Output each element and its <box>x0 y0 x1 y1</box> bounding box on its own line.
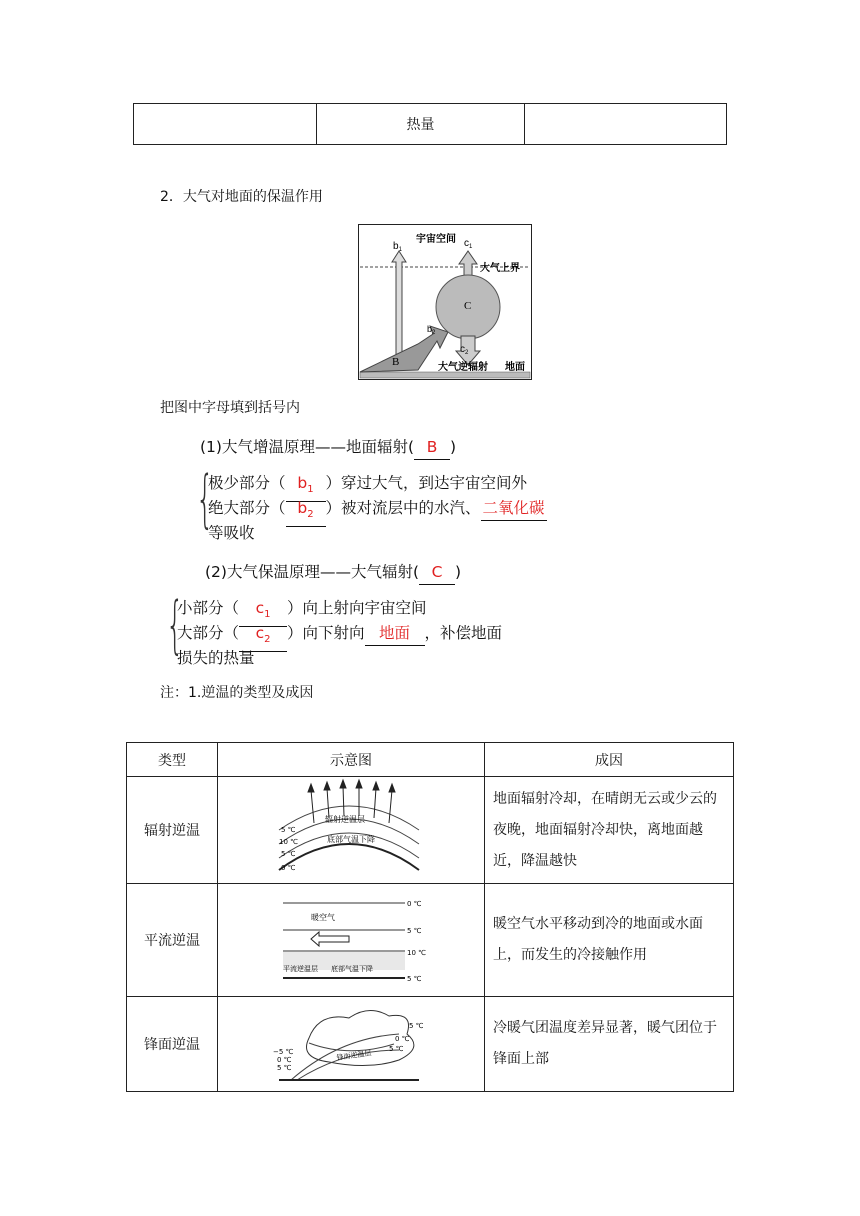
top-table-cell-1 <box>134 104 317 145</box>
warm-air-arrow <box>311 932 349 946</box>
c1-label: $c_1$ <box>464 238 473 250</box>
fig-layer-label: 辐射逆温层 <box>325 815 365 824</box>
space-label: 宇宙空间 <box>416 234 456 245</box>
row-figure <box>218 884 485 997</box>
part1-title-answer: B <box>414 436 450 460</box>
header-figure: 示意图 <box>218 743 485 777</box>
fig-temp-1: 0 ℃ <box>407 900 422 908</box>
b1-label: $b_1$ <box>393 241 402 253</box>
fig-sink-label: 底部气温下降 <box>331 965 373 973</box>
fig-left-temp-1: −5 ℃ <box>273 1048 294 1056</box>
fig-temp-2: 0 ℃ <box>395 1035 410 1043</box>
top-table-cell-2: 热量 <box>317 104 525 145</box>
row-figure <box>218 997 485 1092</box>
frontal-inversion-figure <box>219 998 481 1086</box>
header-type: 类型 <box>127 743 218 777</box>
row-type: 平流逆温 <box>127 884 218 997</box>
fig-layer-label: 锋面逆温层 <box>336 1049 372 1062</box>
table-row <box>127 997 734 1092</box>
part1-line2-answer: $b_2$ <box>286 497 326 527</box>
advection-inversion-figure <box>219 885 481 991</box>
ground-curve <box>279 844 419 870</box>
fig-left-temp-2: 0 ℃ <box>277 1056 292 1064</box>
part2-brace: { <box>166 588 184 661</box>
atmosphere-top-label: 大气上界 <box>480 263 520 274</box>
part2-line2: 大部分（ $c_2$ ）向下射向 地面 ，补偿地面 <box>177 622 502 652</box>
part1-title: (1)大气增温原理——地面辐射( B ) <box>200 436 456 460</box>
radiation-inversion-figure <box>219 778 481 878</box>
inversion-table <box>126 742 734 1092</box>
table-row <box>127 884 734 997</box>
row-cause: 冷暖气团温度差异显著，暖气团位于锋面上部 <box>485 997 734 1092</box>
part2-line3: 损失的热量 <box>177 649 255 667</box>
part1-line1-answer: $b_1$ <box>286 472 326 502</box>
table-row <box>127 777 734 884</box>
fig-temp-3: 5 ℃ <box>281 850 296 858</box>
row-figure <box>218 777 485 884</box>
row-cause: 地面辐射冷却，在晴朗无云或少云的夜晚，地面辐射冷却快，离地面越近，降温越快 <box>485 777 734 884</box>
row-cause: 暖空气水平移动到冷的地面或水面上，而发生的冷接触作用 <box>485 884 734 997</box>
part2-line1: 小部分（ $c_1$ ）向上射向宇宙空间 <box>177 597 427 627</box>
fig-temp-2: 10 ℃ <box>279 838 298 846</box>
part1-brace: { <box>196 462 214 535</box>
part2-title: (2)大气保温原理——大气辐射( C ) <box>205 561 461 585</box>
top-table-cell-3 <box>525 104 727 145</box>
part1-line2-blank: 二氧化碳 <box>481 497 547 521</box>
part2-line2-answer: $c_2$ <box>239 622 287 652</box>
note-text: 注：1.逆温的类型及成因 <box>160 685 314 701</box>
table-header-row <box>127 743 734 777</box>
instruction-text: 把图中字母填到括号内 <box>160 400 300 416</box>
fig-temp-4: 0 ℃ <box>281 864 296 872</box>
fig-left-temp-3: 5 ℃ <box>277 1064 292 1072</box>
part1-line2: 绝大部分（ $b_2$ ）被对流层中的水汽、 二氧化碳 <box>208 497 547 527</box>
fig-temp-2: 5 ℃ <box>407 927 422 935</box>
fig-layer-label: 平流逆温层 <box>283 965 318 973</box>
C-label: C <box>464 300 472 312</box>
fig-temp-4: 5 ℃ <box>407 975 422 983</box>
B-label: B <box>392 356 400 368</box>
greenhouse-diagram <box>358 224 532 380</box>
b2-label: $b_2$ <box>427 324 436 336</box>
ground-label: 地面 <box>505 362 525 373</box>
fig-temp-3: 10 ℃ <box>407 949 426 957</box>
row-type: 辐射逆温 <box>127 777 218 884</box>
part2-title-answer: C <box>419 561 455 585</box>
part2-line1-answer: $c_1$ <box>239 597 287 627</box>
section-heading: 2．大气对地面的保温作用 <box>160 189 323 205</box>
part1-line1: 极少部分（ $b_1$ ）穿过大气，到达宇宙空间外 <box>208 472 527 502</box>
fig-temp-1: 5 ℃ <box>281 826 296 834</box>
part1-line3: 等吸收 <box>208 524 255 542</box>
fig-temp-1: 5 ℃ <box>409 1022 424 1030</box>
header-cause: 成因 <box>485 743 734 777</box>
part2-line2-blank: 地面 <box>365 622 425 646</box>
counter-radiation-label: 大气逆辐射 <box>438 362 488 373</box>
c2-label: $c_2$ <box>460 344 469 356</box>
fig-temp-3: 5 ℃ <box>389 1045 404 1053</box>
row-type: 锋面逆温 <box>127 997 218 1092</box>
fig-warm-label: 暖空气 <box>311 913 335 922</box>
fig-sink-label: 底部气温下降 <box>327 835 375 844</box>
top-table <box>133 103 727 145</box>
